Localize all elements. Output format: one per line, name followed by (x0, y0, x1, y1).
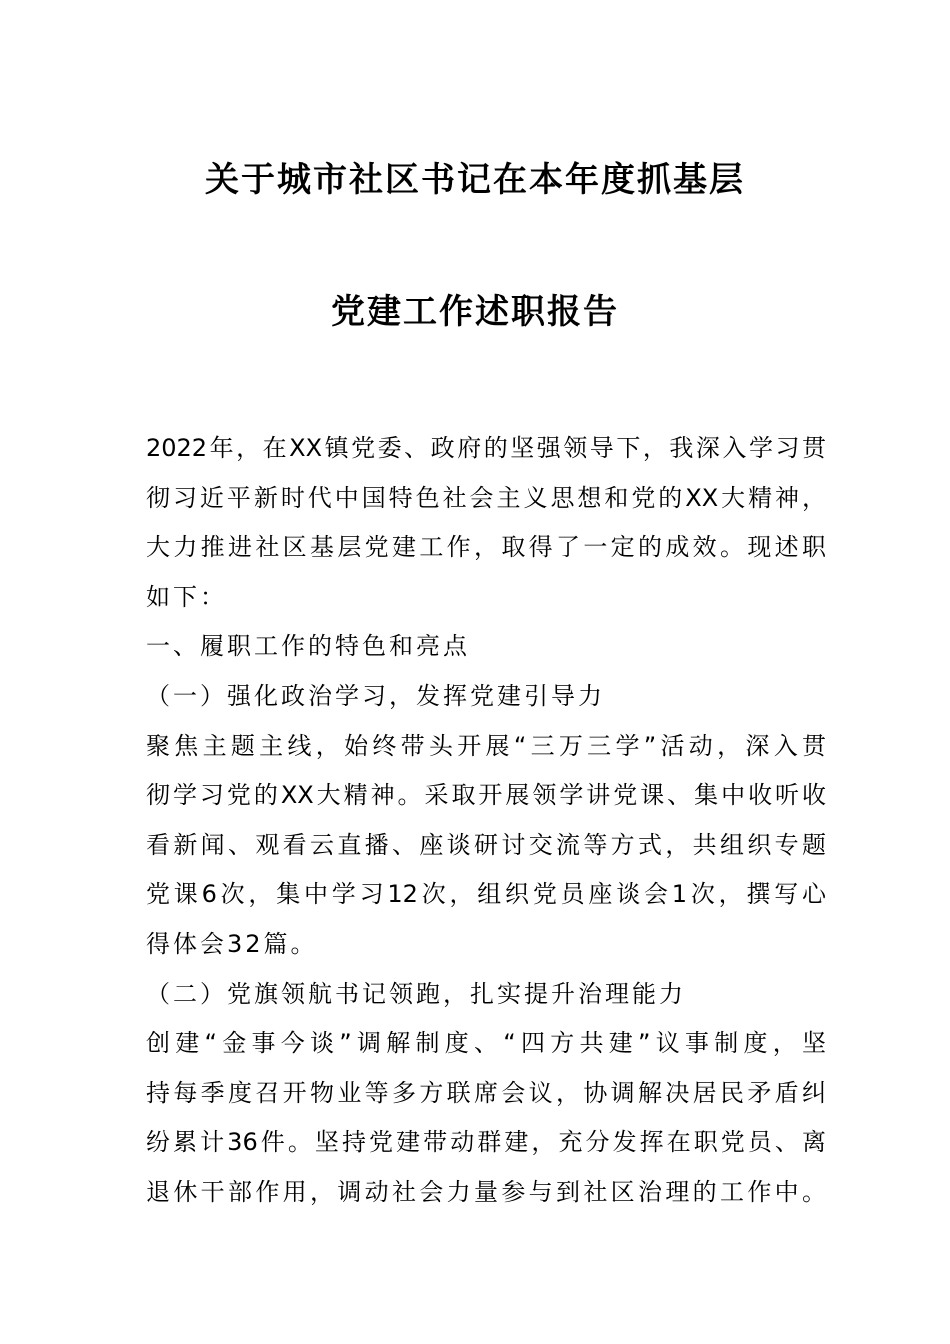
body-line: 彻学习党的XX大精神。采取开展领学讲党课、集中收听收 (146, 781, 826, 810)
body-line: 纷累计36件。坚持党建带动群建，充分发挥在职党员、离 (146, 1128, 826, 1157)
body-line: 党课6次，集中学习12次，组织党员座谈会1次，撰写心 (146, 880, 826, 909)
body-line: 2022年，在XX镇党委、政府的坚强领导下，我深入学习贯 (146, 434, 826, 462)
body-line: 看新闻、观看云直播、座谈研讨交流等方式，共组织专题 (146, 830, 826, 859)
body-line: 大力推进社区基层党建工作，取得了一定的成效。现述职 (146, 533, 826, 562)
document-title-line-2: 党建工作述职报告 (331, 292, 619, 332)
document-title-line-1: 关于城市社区书记在本年度抓基层 (205, 160, 745, 200)
body-line: 创建“金事今谈”调解制度、“四方共建”议事制度，坚 (146, 1029, 826, 1058)
body-line: 持每季度召开物业等多方联席会议，协调解决居民矛盾纠 (146, 1078, 826, 1107)
body-line: 得体会32篇。 (146, 929, 318, 958)
section-heading: 一、履职工作的特色和亮点 (146, 632, 470, 661)
document-body (146, 424, 826, 1218)
subsection-heading: （一）强化政治学习，发挥党建引导力 (146, 681, 605, 710)
body-line: 彻习近平新时代中国特色社会主义思想和党的XX大精神， (146, 483, 826, 512)
body-line: 聚焦主题主线，始终带头开展“三万三学”活动，深入贯 (146, 731, 826, 760)
body-line: 如下： (146, 582, 227, 611)
subsection-heading: （二）党旗领航书记领跑，扎实提升治理能力 (146, 979, 686, 1008)
body-line: 退休干部作用，调动社会力量参与到社区治理的工作中。 (146, 1177, 826, 1206)
